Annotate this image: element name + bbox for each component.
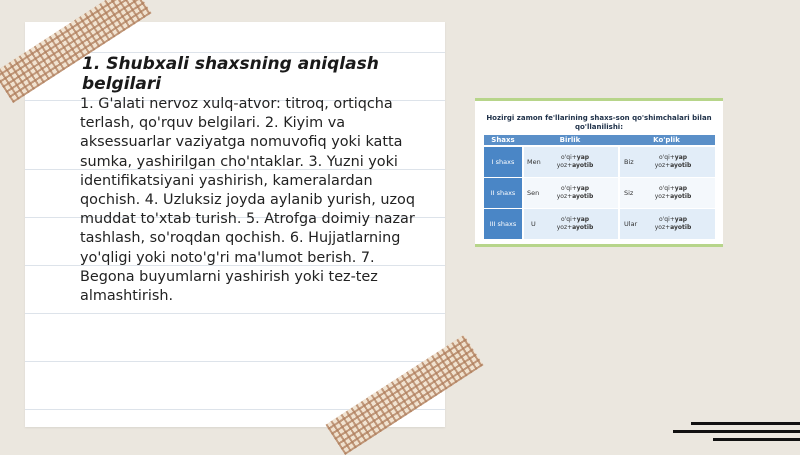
- plural-pronoun: Siz: [624, 189, 634, 197]
- table-row: [484, 209, 715, 239]
- singular-forms: o'qi+yap yoz+ayotib: [556, 216, 594, 231]
- header-plural: Ko'plik: [653, 136, 680, 144]
- person-cell: III shaxs: [484, 209, 522, 239]
- plural-forms: o'qi+yap yoz+ayotib: [654, 154, 692, 169]
- grammar-table-image: [475, 98, 723, 247]
- singular-pronoun: Sen: [527, 189, 540, 197]
- header-singular: Birlik: [559, 136, 581, 144]
- singular-forms: o'qi+yap yoz+ayotib: [556, 185, 594, 200]
- singular-forms: o'qi+yap yoz+ayotib: [556, 154, 594, 169]
- table-row: [484, 178, 715, 208]
- plural-forms: o'qi+yap yoz+ayotib: [654, 216, 692, 231]
- table-row: [484, 147, 715, 177]
- slide-title: 1. Shubxali shaxsning aniqlash belgilari: [82, 54, 379, 94]
- slide-body-text: 1. G'alati nervoz xulq-atvor: titroq, ortiqcha terlash, qo'rquv belgilari. 2. Kiyim va aksessuarlar vaziyatga nomuvofiq yoki katta sumka, yashirilgan cho'ntaklar. 3. Yuzni yoki identifikatsiyani yashirish, kameralardan qochish. 4. Uzluksiz joyda aylanib yurish, uzoq muddat to'xtab turish. 5. Atrofga doimiy nazar tashlash, so'roqdan qochish. 6. Hujjatlarning yo'qligi yoki noto'g'ri ma'lumot berish. 7. Begona buyumlarni yashirish yoki tez-tez almashtirish.: [80, 96, 415, 305]
- plural-pronoun: Biz: [624, 158, 634, 166]
- plural-forms: o'qi+yap yoz+ayotib: [654, 185, 692, 200]
- header-person: Shaxs: [491, 136, 515, 144]
- table-title: Hozirgi zamon fe'llarining shaxs-son qo'shimchalari bilan qo'llanilishi:: [486, 114, 712, 131]
- person-cell: I shaxs: [484, 147, 522, 177]
- person-cell: II shaxs: [484, 178, 522, 208]
- singular-pronoun: Men: [527, 158, 541, 166]
- plural-pronoun: Ular: [624, 220, 638, 228]
- decorative-lines: [673, 420, 800, 450]
- singular-pronoun: U: [531, 220, 536, 228]
- table-header-row: [484, 135, 715, 145]
